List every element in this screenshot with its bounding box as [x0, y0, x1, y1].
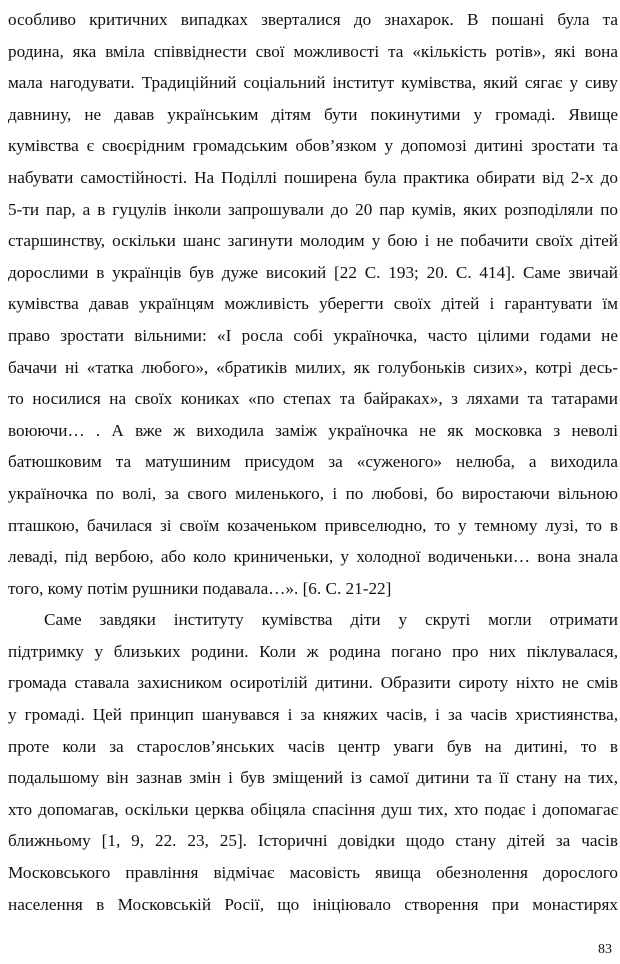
- text-line: Московського правління відмічає масовість явища обезнолення дорослого: [8, 863, 618, 883]
- text-line: набувати самостійності. На Поділлі поширена була практика обирати від 2-х до: [8, 167, 618, 187]
- paragraph-1: [8, 4, 618, 604]
- text-line: населення в Московській Росії, що ініціювало створення при монастирях: [8, 894, 618, 914]
- text-line: право зростати вільними: «І росла собі україночка, часто цілими годами не: [8, 325, 618, 345]
- text-line: мала нагодувати. Традиційний соціальний інститут кумівства, який сягає у сиву: [8, 73, 618, 93]
- text-line: кумівства є своєрідним громадським обов’язком у допомозі дитині зростати та: [8, 136, 618, 156]
- text-line: громада ставала захисником осиротілій дитини. Образити сироту ніхто не смів: [8, 673, 618, 693]
- text-line: то носилися на своїх кониках «по степах та байраках», з ляхами та татарами: [8, 389, 618, 409]
- text-line: пташкою, бачилася зі своїм козаченьком привселюдно, то у темному лузі, то в: [8, 515, 618, 535]
- text-line: ближньому [1, 9, 22. 23, 25]. Історичні довідки щодо стану дітей за часів: [8, 831, 618, 851]
- text-line: кумівства давав українцям можливість уберегти своїх дітей і гарантувати їм: [8, 294, 618, 314]
- text-line: воюючи… . А вже ж виходила заміж україночка не як московка з неволі: [8, 420, 618, 440]
- text-line: у громаді. Цей принцип шанувався і за княжих часів, і за часів християнства,: [8, 705, 618, 725]
- text-line: леваді, під вербою, або коло криниченьки, у холодної водиченьки… вона знала: [8, 547, 618, 567]
- text-line: подальшому він зазнав змін і був зміщений із самої дитини та її стану на тих,: [8, 768, 618, 788]
- text-line: україночка по волі, за свого миленького, і по любові, бо виростаючи вільною: [8, 483, 618, 503]
- text-line: 5-ти пар, а в гуцулів інколи запрошували до 20 пар кумів, яких розподіляли по: [8, 199, 618, 219]
- text-line: старшинству, оскільки шанс загинути молодим у бою і не побачити своїх дітей: [8, 231, 618, 251]
- text-line: того, кому потім рушники подавала…». [6. С. 21-22]: [8, 578, 392, 598]
- text-line: хто допомагав, оскільки церква обіцяла спасіння душ тих, хто подає і допомагає: [8, 799, 618, 819]
- text-line: особливо критичних випадках зверталися до знахарок. В пошані була та: [8, 10, 618, 29]
- text-line: дорослими в українців був дуже високий [22 С. 193; 20. С. 414]. Саме звичай: [8, 262, 618, 282]
- text-line: батюшковим та матушиним присудом за «суженого» нелюба, а виходила: [8, 452, 618, 472]
- page-number: 83: [598, 942, 612, 957]
- text-line: родина, яка вміла співвіднести свої можливості та «кількість ротів», які вона: [8, 41, 618, 61]
- text-line: проте коли за старослов’янських часів центр уваги був на дитині, то в: [8, 736, 618, 756]
- body-text: [8, 4, 618, 920]
- text-line: підтримку у близьких родини. Коли ж родина погано про них піклувалася,: [8, 641, 618, 661]
- paragraph-2: [8, 604, 618, 920]
- text-line: давнину, не давав українським дітям бути покинутими у громаді. Явище: [8, 104, 618, 124]
- text-line: Саме завдяки інституту кумівства діти у скруті могли отримати: [44, 610, 618, 630]
- text-line: бачачи ні «татка любого», «братиків милих, як голубоньків сизих», котрі десь-: [8, 357, 618, 377]
